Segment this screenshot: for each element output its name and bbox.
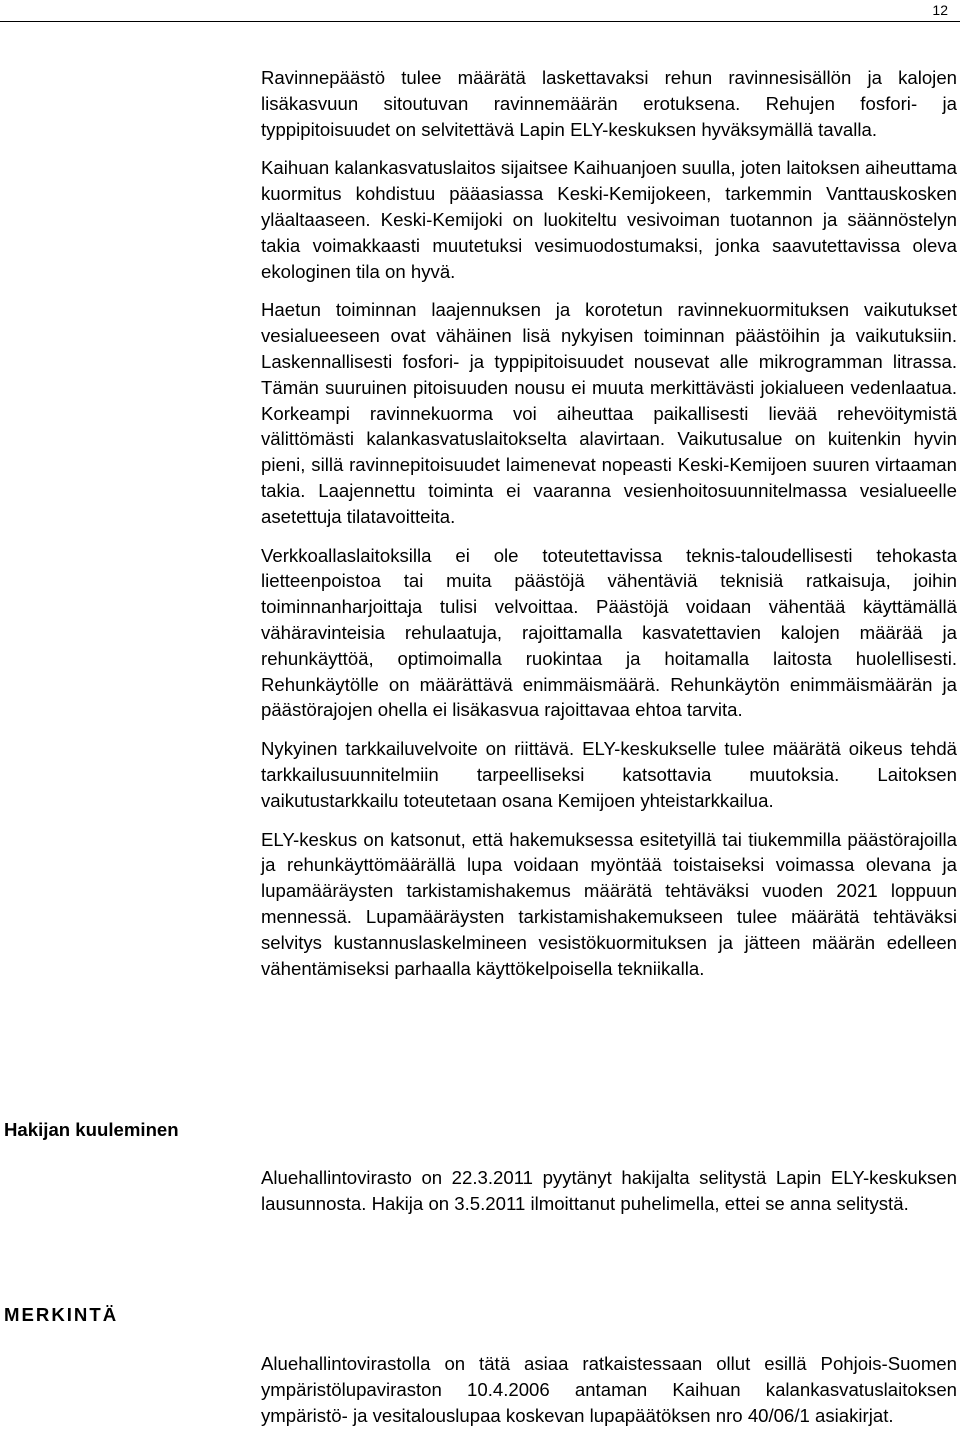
paragraph-vaikutukset: Haetun toiminnan laajennuksen ja korotetun ravinnekuormituksen vaikutukset vesialueeseen ovat vähäinen lisä nykyisen toiminnan päästöihin ja vaikutuksiin. Laskennallisesti fosfori- ja typpipitoisuudet nousevat alle mikrogramman litrassa. Tämän suuruinen pitoisuuden nousu ei muuta merkittävästi jokialueen vedenlaatua. Korkeampi ravinnekuorma voi aiheuttaa paikallisesti lievää rehevöitymistä välittömästi kalankasvatuslaitokselta alavirtaan. Vaikutusalue on kuitenkin hyvin pieni, sillä ravinnepitoisuudet laimenevat nopeasti Keski-Kemijoen suuren virtaaman takia. Laajennettu toiminta ei vaaranna vesienhoitosuunnitelmassa vesialueelle asetettuja tilatavoitteita. (261, 299, 957, 527)
paragraph-merkinta: Aluehallintovirastolla on tätä asiaa ratkaistessaan ollut esillä Pohjois-Suomen ympäristölupaviraston 10.4.2006 antaman Kaihuan kalankasvatuslaitoksen ympäristö- ja vesitalouslupaa koskevan lupapäätöksen nro 40/06/1 asiakirjat. (261, 1353, 957, 1426)
paragraph-ravinnepaasto: Ravinnepäästö tulee määrätä laskettavaksi rehun ravinnesisällön ja kalojen lisäkasvuun sitoutuvan ravinnemäärän erotuksena. Rehujen fosfori- ja typpipitoisuudet on selvitettävä Lapin ELY-keskuksen hyväksymällä tavalla. (261, 67, 957, 140)
body-text-block (261, 65, 957, 981)
paragraph-ely-keskus: ELY-keskus on katsonut, että hakemuksessa esitetyillä tai tiukemmilla päästörajoilla ja rehunkäyttömäärällä lupa voidaan myöntää toistaiseksi voimassa olevana ja lupamääräysten tarkistamishakemus määrätä tehtäväksi vuoden 2021 loppuun mennessä. Lupamääräysten tarkistamishakemukseen tulee määrätä tehtäväksi selvitys kustannuslaskelmineen vesistökuormituksen ja jätteen määrän edelleen vähentämiseksi parhaalla käyttökelpoisella tekniikalla. (261, 828, 957, 979)
header-rule (0, 21, 960, 22)
page-number: 12 (932, 2, 948, 18)
paragraph-verkkoallaslaitokset: Verkkoallaslaitoksilla ei ole toteutettavissa teknis-taloudellisesti tehokasta lietteenpoistoa tai muita päästöjä vähentäviä teknisiä ratkaisuja, joihin toiminnanharjoittaja tulisi velvoittaa. Päästöjä voidaan vähentää käyttämällä vähäravinteisia rehulaatuja, rajoittamalla kasvatettavien kalojen määrää ja rehunkäyttöä, optimoimalla ruokintaa ja hoitamalla laitosta huolellisesti. Rehunkäytölle on määrättävä enimmäismäärä. Rehunkäytön enimmäismäärän ja päästörajojen ohella ei lisäkasvua rajoittavaa ehtoa tarvita. (261, 544, 957, 721)
heading-hakijan-kuuleminen: Hakijan kuuleminen (4, 1119, 179, 1140)
paragraph-kaihuan-sijainti: Kaihuan kalankasvatuslaitos sijaitsee Kaihuanjoen suulla, joten laitoksen aiheuttama kuormitus kohdistuu pääasiassa Keski-Kemijokeen, tarkemmin Vanttauskosken yläaltaaseen. Keski-Kemijoki on luokiteltu vesivoiman tuotannon ja säännöstelyn takia voimakkaasti muutetuksi vesimuodostumaksi, jonka saavutettavissa oleva ekologinen tila on hyvä. (261, 157, 957, 282)
heading-merkinta: MERKINTÄ (4, 1304, 119, 1325)
section-merkinta (261, 1351, 957, 1428)
paragraph-tarkkailuvelvoite: Nykyinen tarkkailuvelvoite on riittävä. ELY-keskukselle tulee määrätä oikeus tehdä tarkkailusuunnitelmiin tarpeelliseksi katsottavia muutoksia. Laitoksen vaikutustarkkailu toteutetaan osana Kemijoen yhteistarkkailua. (261, 738, 957, 811)
paragraph-hakijan-kuuleminen: Aluehallintovirasto on 22.3.2011 pyytänyt hakijalta selitystä Lapin ELY-keskuksen lausunnosta. Hakija on 3.5.2011 ilmoittanut puhelimella, ettei se anna selitystä. (261, 1167, 957, 1214)
section-hakijan-kuuleminen (261, 1165, 957, 1217)
